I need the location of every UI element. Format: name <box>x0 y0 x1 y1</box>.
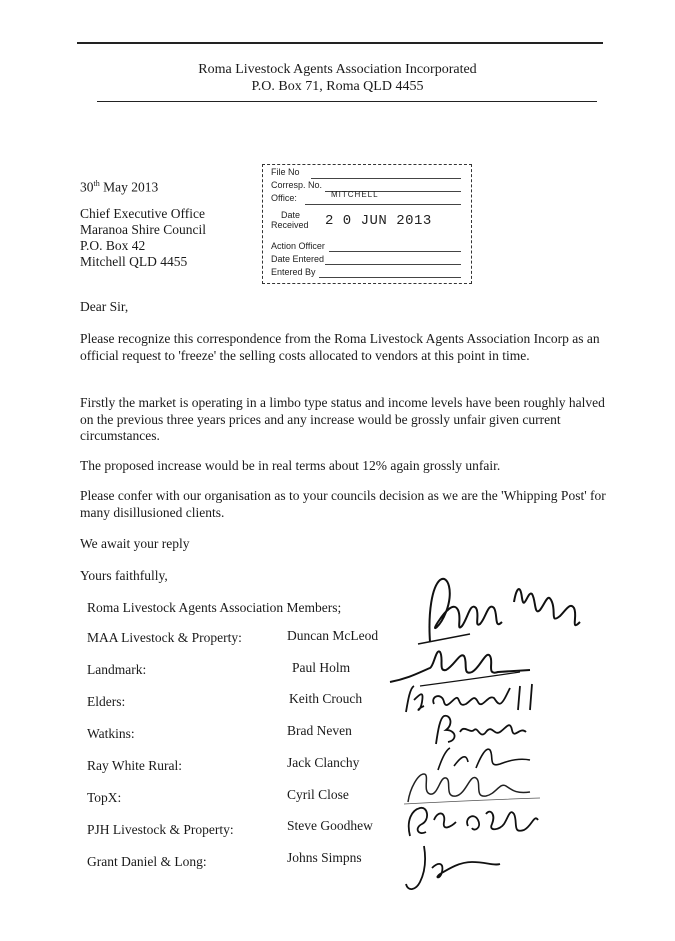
date-rest: May 2013 <box>99 179 159 195</box>
member-name: Johns Simpns <box>287 850 362 865</box>
member-org: TopX: <box>87 790 122 805</box>
stamp-date-received: 2 0 JUN 2013 <box>325 213 432 229</box>
member-org: Watkins: <box>87 726 135 741</box>
letter-date <box>80 176 158 196</box>
letterhead-address: P.O. Box 71, Roma QLD 4455 <box>251 79 424 94</box>
paragraph-1: Please recognize this correspondence from the Roma Livestock Agents Association Incorp as an official request to 'freeze' the selling costs allocated to vendors at this point in time. <box>80 331 600 363</box>
received-stamp <box>262 164 472 284</box>
letterhead-org-name: Roma Livestock Agents Association Incorporated <box>198 62 477 77</box>
salutation: Dear Sir, <box>80 299 129 314</box>
member-name: Cyril Close <box>287 787 349 802</box>
signature-steve-goodhew <box>400 800 560 842</box>
date-day: 30 <box>80 179 94 195</box>
paragraph-3: The proposed increase would be in real terms about 12% again grossly unfair. <box>80 458 501 473</box>
await-reply: We await your reply <box>80 536 190 551</box>
paragraph-2: Firstly the market is operating in a limbo type status and income levels have been roughly halved on the previous three years prices and any increase would be grossly unfair given current circumstances. <box>80 395 605 443</box>
stamp-received-label: Received <box>271 220 309 230</box>
member-org: MAA Livestock & Property: <box>87 630 242 645</box>
member-name: Jack Clanchy <box>287 755 360 770</box>
closing: Yours faithfully, <box>80 568 168 583</box>
recipient-line-2: Maranoa Shire Council <box>80 222 206 237</box>
member-org: Elders: <box>87 694 126 709</box>
member-org: Ray White Rural: <box>87 758 182 773</box>
recipient-line-3: P.O. Box 42 <box>80 238 146 253</box>
signature-duncan-mcleod <box>410 572 585 652</box>
stamp-date-entered-line <box>325 264 461 265</box>
member-name: Brad Neven <box>287 723 352 738</box>
member-name: Keith Crouch <box>289 691 363 706</box>
stamp-date-label: Date <box>281 210 301 220</box>
stamp-file-no-label: File No <box>271 167 300 177</box>
paragraph-4: Please confer with our organisation as to your councils decision as we are the 'Whipping Post' for many disillusioned clients. <box>80 488 606 520</box>
letterhead-underline <box>97 101 597 102</box>
stamp-action-officer-label: Action Officer <box>271 241 325 251</box>
stamp-action-officer-line <box>329 251 461 252</box>
date-suffix: th <box>93 179 100 188</box>
top-rule <box>77 42 603 44</box>
stamp-corresp-no-label: Corresp. No. <box>271 180 323 190</box>
member-name: Paul Holm <box>292 660 351 675</box>
stamp-file-no-line <box>311 178 461 179</box>
stamp-date-entered-label: Date Entered <box>271 254 325 264</box>
stamp-entered-by-label: Entered By <box>271 267 316 277</box>
member-org: PJH Livestock & Property: <box>87 822 234 837</box>
stamp-office-label: Office: <box>271 193 297 203</box>
recipient-line-1: Chief Executive Office <box>80 206 205 221</box>
stamp-office-value: MITCHELL <box>331 190 379 197</box>
member-org: Landmark: <box>87 662 147 677</box>
stamp-entered-by-line <box>319 277 461 278</box>
signature-johns-simpns <box>400 838 530 898</box>
stamp-office-line <box>305 204 461 205</box>
members-heading: Roma Livestock Agents Association Members; <box>87 600 342 615</box>
member-name: Steve Goodhew <box>287 818 373 833</box>
recipient-line-4: Mitchell QLD 4455 <box>80 254 188 269</box>
member-org: Grant Daniel & Long: <box>87 854 207 869</box>
member-name: Duncan McLeod <box>287 628 379 643</box>
